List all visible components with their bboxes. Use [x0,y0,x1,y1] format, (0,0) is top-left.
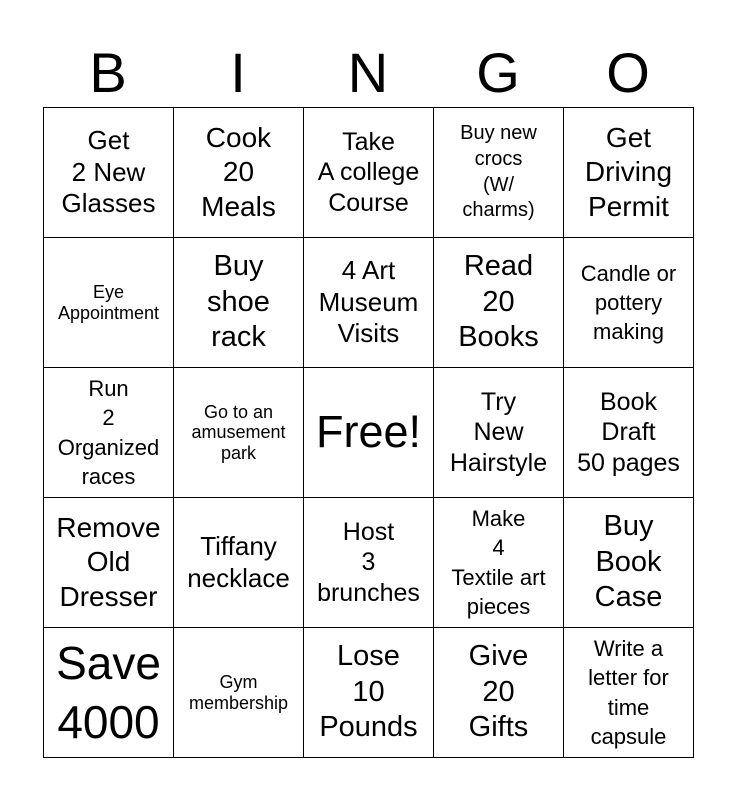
bingo-cell[interactable]: Take A college Course [304,108,434,238]
bingo-cell[interactable]: Read 20 Books [434,238,564,368]
free-space-cell[interactable]: Free! [304,368,434,498]
header-letter-n: N [347,41,389,104]
bingo-cell[interactable]: Buy Book Case [564,498,694,628]
bingo-cell[interactable]: Save 4000 [44,628,174,758]
header-letter-o: O [606,41,650,104]
bingo-cell[interactable]: Host 3 brunches [304,498,434,628]
bingo-cell[interactable]: Buy new crocs (W/ charms) [434,108,564,238]
bingo-cell[interactable]: Candle or pottery making [564,238,694,368]
bingo-header [43,40,693,106]
bingo-cell[interactable]: Make 4 Textile art pieces [434,498,564,628]
bingo-cell[interactable]: Get 2 New Glasses [44,108,174,238]
bingo-cell[interactable]: Run 2 Organized races [44,368,174,498]
bingo-cell[interactable]: Eye Appointment [44,238,174,368]
bingo-cell[interactable]: Remove Old Dresser [44,498,174,628]
bingo-cell[interactable]: Write a letter for time capsule [564,628,694,758]
bingo-cell[interactable]: 4 Art Museum Visits [304,238,434,368]
bingo-cell[interactable]: Gym membership [174,628,304,758]
bingo-cell[interactable]: Lose 10 Pounds [304,628,434,758]
bingo-cell[interactable]: Book Draft 50 pages [564,368,694,498]
bingo-cell[interactable]: Go to an amusement park [174,368,304,498]
bingo-card-grid [43,107,694,758]
header-letter-i: I [230,41,246,104]
bingo-cell[interactable]: Get Driving Permit [564,108,694,238]
bingo-cell[interactable]: Give 20 Gifts [434,628,564,758]
bingo-cell[interactable]: Cook 20 Meals [174,108,304,238]
header-letter-b: B [89,41,127,104]
bingo-cell[interactable]: Buy shoe rack [174,238,304,368]
bingo-cell[interactable]: Try New Hairstyle [434,368,564,498]
header-letter-g: G [476,41,520,104]
bingo-cell[interactable]: Tiffany necklace [174,498,304,628]
